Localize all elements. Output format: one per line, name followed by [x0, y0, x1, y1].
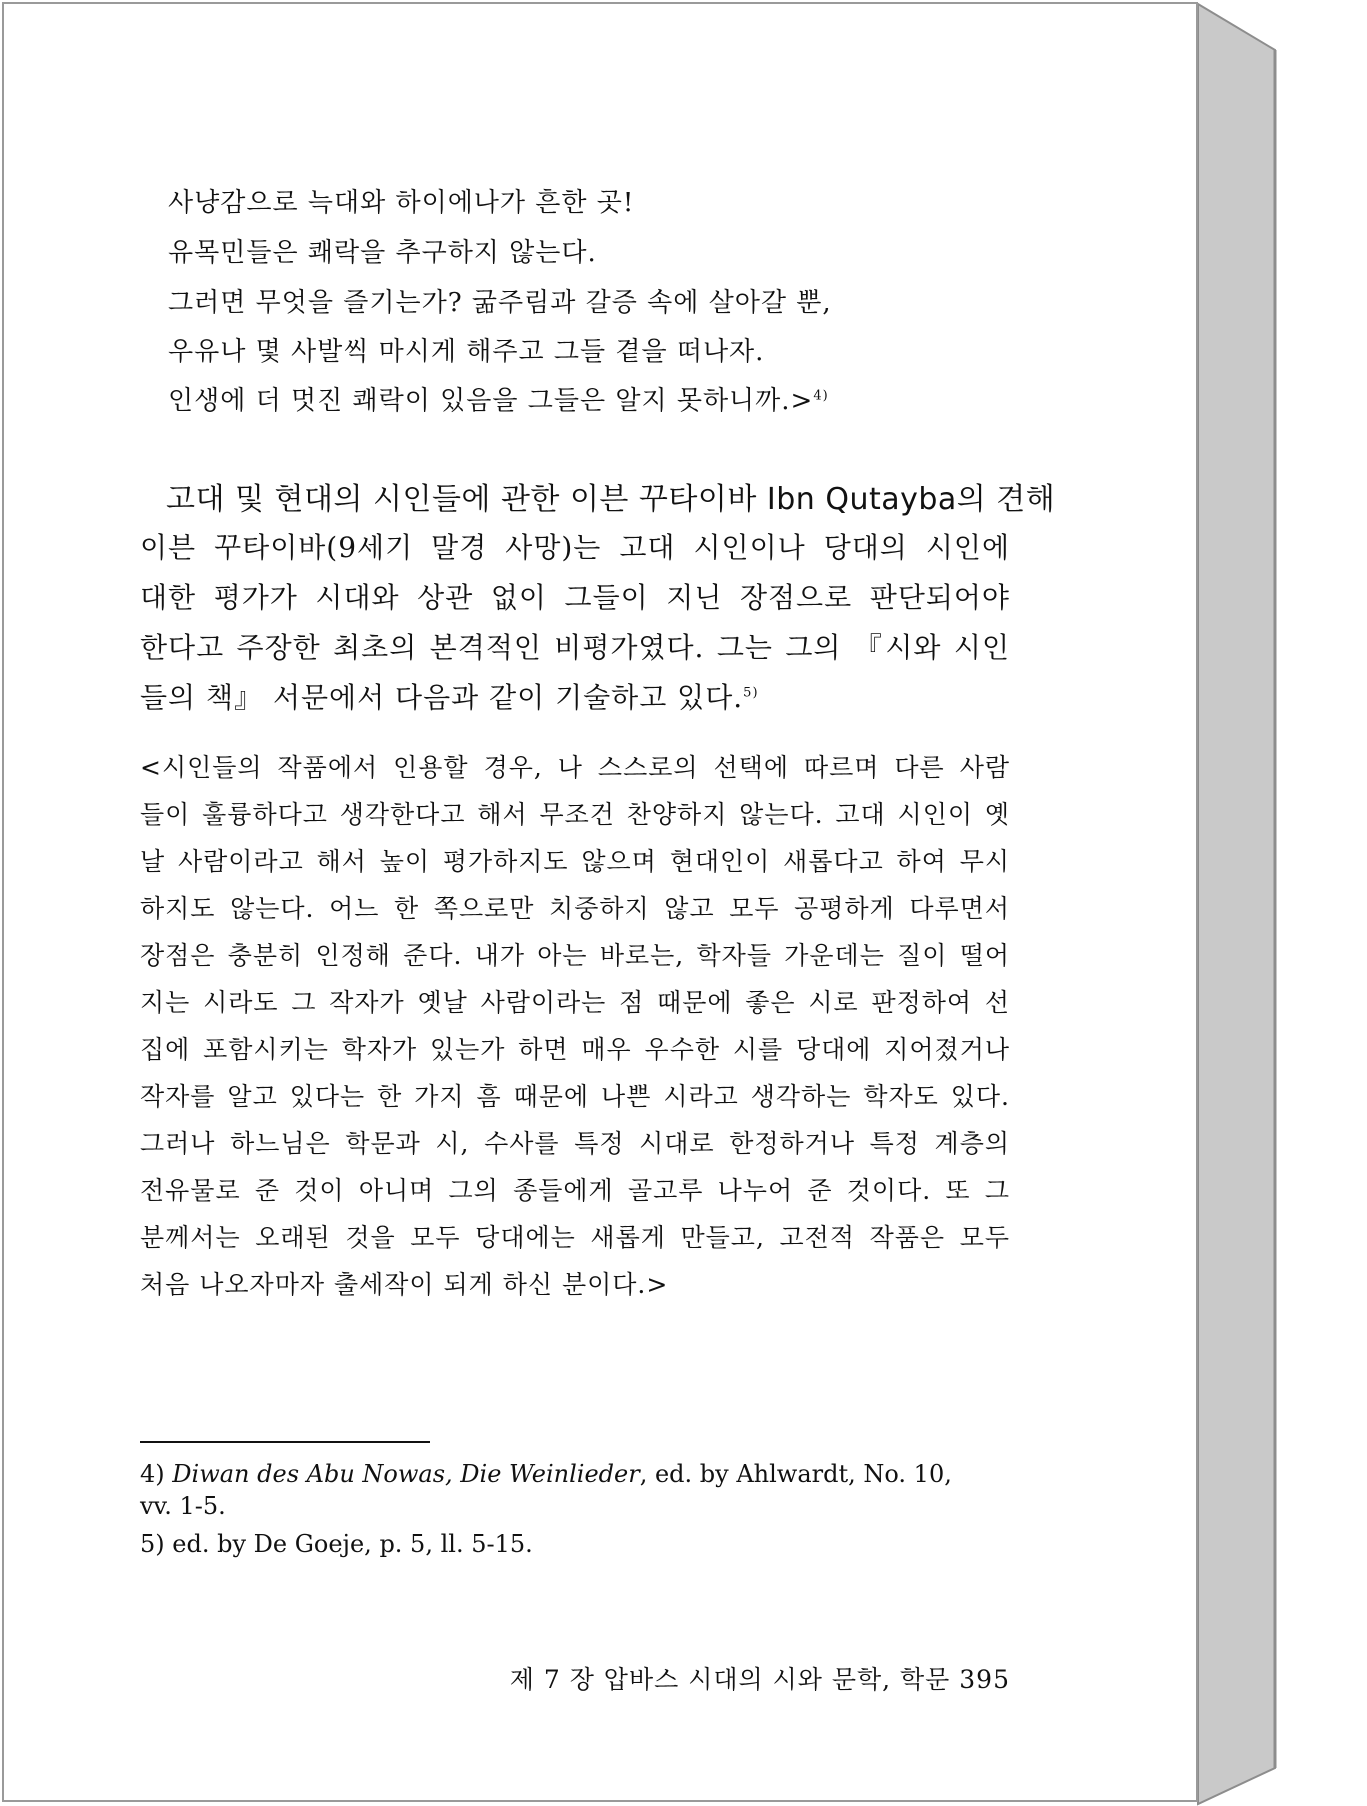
footnote-4-continuation	[140, 1492, 1010, 1520]
paragraph-line: 대한 평가가 시대와 상관 없이 그들이 지닌 장점으로 판단되어야	[140, 581, 1010, 614]
poem-line	[168, 380, 829, 417]
quote-line: 장점은 충분히 인정해 준다. 내가 아는 바로는, 학자들 가운데는 질이 떨어	[140, 941, 1010, 970]
quote-line: 하지도 않는다. 어느 한 쪽으로만 치중하지 않고 모두 공평하게 다루면서	[140, 894, 1010, 923]
footnote-divider	[140, 1441, 430, 1443]
footnote-4-cont-text: vv. 1-5.	[140, 1492, 226, 1520]
poem-line: 우유나 몇 사발씩 마시게 해주고 그들 곁을 떠나자.	[168, 337, 765, 367]
quote-line: 집에 포함시키는 학자가 있는가 하면 매우 우수한 시를 당대에 지어졌거나	[140, 1035, 1010, 1064]
quote-line: 전유물로 준 것이 아니며 그의 종들에게 골고루 나누어 준 것이다. 또 그	[140, 1176, 1010, 1205]
footnote-4	[140, 1460, 1010, 1488]
poem-line: 그러면 무엇을 즐기는가? 굶주림과 갈증 속에 살아갈 뿐,	[168, 288, 832, 318]
poem-line: 유목민들은 쾌락을 추구하지 않는다.	[168, 238, 597, 268]
quote-line: 날 사람이라고 해서 높이 평가하지도 않으며 현대인이 새롭다고 하여 무시	[140, 847, 1010, 876]
running-footer: 제 7 장 압바스 시대의 시와 문학, 학문 395	[509, 1665, 1010, 1694]
poem-line: 사냥감으로 늑대와 하이에나가 흔한 곳!	[168, 188, 635, 218]
footnote-4-number: 4)	[140, 1460, 165, 1488]
footnote-ref-5: 5)	[743, 685, 759, 701]
footnote-4-title: Diwan des Abu Nowas, Die Weinlieder	[172, 1460, 640, 1488]
footnote-4-text: , ed. by Ahlwardt, No. 10,	[639, 1460, 952, 1488]
paragraph-line: 이븐 꾸타이바(9세기 말경 사망)는 고대 시인이나 당대의 시인에	[140, 531, 1010, 564]
quote-line: 들이 훌륭하다고 생각한다고 해서 무조건 찬양하지 않는다. 고대 시인이 옛	[140, 800, 1010, 829]
paragraph-text: 들의 책』 서문에서 다음과 같이 기술하고 있다.	[140, 681, 744, 714]
quote-line: 그러나 하느님은 학문과 시, 수사를 특정 시대로 한정하거나 특정 계층의	[140, 1129, 1010, 1158]
footnote-ref-4: 4)	[813, 388, 829, 404]
quote-line: <시인들의 작품에서 인용할 경우, 나 스스로의 선택에 따르며 다른 사람	[140, 753, 1010, 782]
paragraph-line	[140, 676, 1010, 716]
paragraph-line: 한다고 주장한 최초의 본격적인 비평가였다. 그는 그의 『시와 시인	[140, 631, 1010, 664]
footnote-5: 5) ed. by De Goeje, p. 5, ll. 5-15.	[140, 1530, 533, 1558]
quote-line: 지는 시라도 그 작자가 옛날 사람이라는 점 때문에 좋은 시로 판정하여 선	[140, 988, 1010, 1017]
quote-line: 처음 나오자마자 출세작이 되게 하신 분이다.>	[140, 1270, 669, 1299]
quote-line: 작자를 알고 있다는 한 가지 흠 때문에 나쁜 시라고 생각하는 학자도 있다.	[140, 1082, 1010, 1111]
section-heading: 고대 및 현대의 시인들에 관한 이븐 꾸타이바 Ibn Qutayba의 견해	[166, 482, 1056, 517]
quote-line: 분께서는 오래된 것을 모두 당대에는 새롭게 만들고, 고전적 작품은 모두	[140, 1223, 1010, 1252]
poem-line-text: 인생에 더 멋진 쾌락이 있음을 그들은 알지 못하니까.>	[168, 386, 814, 416]
